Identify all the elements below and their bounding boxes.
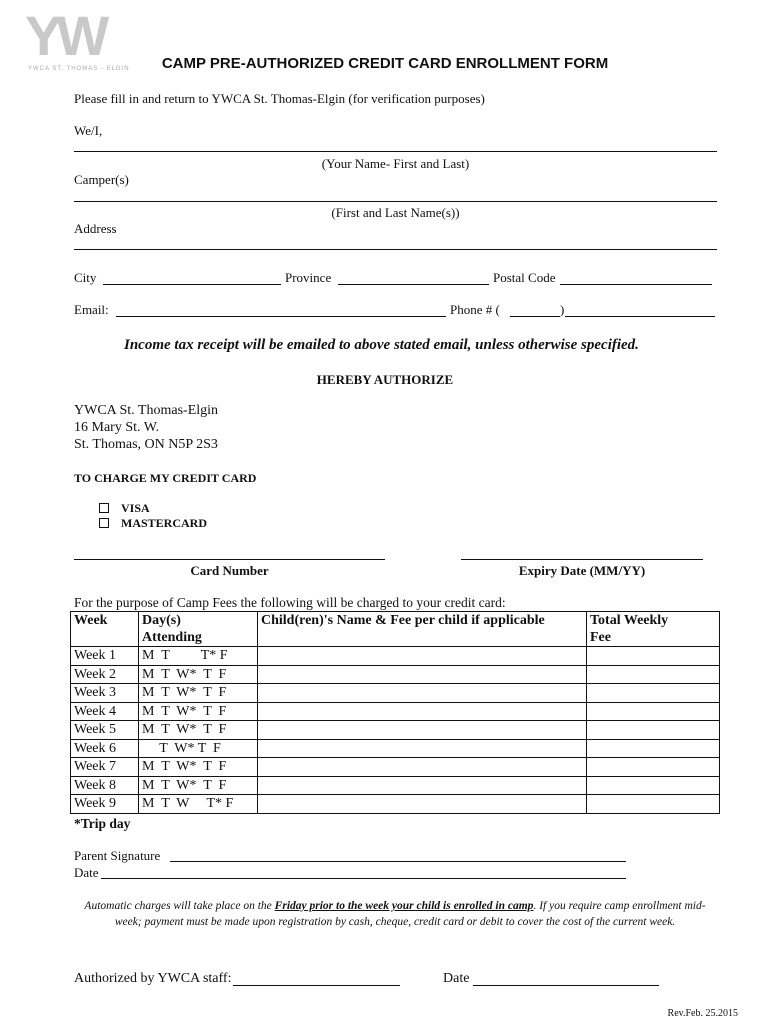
- week-label: Week 5: [71, 721, 139, 740]
- campers-caption: (First and Last Name(s)): [331, 205, 460, 220]
- header-total-line1: Total Weekly: [590, 613, 669, 628]
- week-label: Week 2: [71, 665, 139, 684]
- children-cell[interactable]: [258, 739, 587, 758]
- header-days: [139, 612, 258, 647]
- header-week: Week: [71, 612, 139, 647]
- table-header-row: [71, 612, 720, 647]
- footnote-emphasis: Friday prior to the week your child is enrolled in camp: [274, 900, 534, 912]
- camp-weeks-table: [70, 611, 720, 814]
- week-label: Week 4: [71, 702, 139, 721]
- children-cell[interactable]: [258, 758, 587, 777]
- postal-code-label: Postal Code: [493, 270, 556, 285]
- total-cell[interactable]: [587, 776, 720, 795]
- mastercard-label: MASTERCARD: [121, 516, 208, 530]
- week-label: Week 9: [71, 795, 139, 814]
- header-days-line1: Day(s): [142, 613, 181, 628]
- authorized-by-label: Authorized by YWCA staff:: [74, 971, 232, 986]
- intro-text: Please fill in and return to YWCA St. Thomas-Elgin (for verification purposes): [74, 91, 485, 106]
- address-line[interactable]: [74, 249, 717, 250]
- form-title: CAMP PRE-AUTHORIZED CREDIT CARD ENROLLMENT FORM: [161, 55, 609, 72]
- org-city: St. Thomas, ON N5P 2S3: [74, 437, 218, 452]
- campers-label: Camper(s): [74, 172, 129, 187]
- children-cell[interactable]: [258, 702, 587, 721]
- days-cell[interactable]: M T W* T F: [139, 721, 258, 740]
- postal-code-line[interactable]: [560, 284, 712, 285]
- total-cell[interactable]: [587, 702, 720, 721]
- days-cell[interactable]: M T W* T F: [139, 776, 258, 795]
- we-label: We/I,: [74, 123, 103, 138]
- days-cell[interactable]: M T W* T F: [139, 665, 258, 684]
- ywca-logo: YW: [25, 4, 104, 67]
- card-number-label: Card Number: [190, 563, 269, 578]
- week-label: Week 7: [71, 758, 139, 777]
- table-row: [71, 795, 720, 814]
- purpose-text: For the purpose of Camp Fees the following will be charged to your credit card:: [74, 595, 506, 610]
- tax-receipt-note: Income tax receipt will be emailed to above stated email, unless otherwise specified.: [124, 337, 639, 353]
- org-name: YWCA St. Thomas-Elgin: [74, 403, 219, 418]
- total-cell[interactable]: [587, 721, 720, 740]
- week-label: Week 6: [71, 739, 139, 758]
- expiry-label: Expiry Date (MM/YY): [518, 563, 646, 578]
- parent-signature-line[interactable]: [170, 861, 626, 862]
- address-label: Address: [74, 221, 117, 236]
- signature-date-label: Date: [74, 865, 99, 880]
- children-cell[interactable]: [258, 795, 587, 814]
- days-cell[interactable]: M T W* T F: [139, 702, 258, 721]
- email-line[interactable]: [116, 316, 446, 317]
- header-children: Child(ren)'s Name & Fee per child if applicable: [258, 612, 587, 647]
- logo-subtitle: YWCA ST. THOMAS - ELGIN: [28, 66, 130, 72]
- children-cell[interactable]: [258, 721, 587, 740]
- visa-checkbox[interactable]: [99, 503, 109, 513]
- phone-area-line[interactable]: [510, 316, 560, 317]
- visa-label: VISA: [121, 501, 150, 515]
- revision-date: Rev.Feb. 25.2015: [667, 1008, 738, 1019]
- week-label: Week 8: [71, 776, 139, 795]
- name-line[interactable]: [74, 151, 717, 152]
- header-total-line2: Fee: [590, 630, 611, 645]
- table-row: [71, 739, 720, 758]
- days-cell[interactable]: T W* T F: [139, 739, 258, 758]
- province-line[interactable]: [338, 284, 489, 285]
- children-cell[interactable]: [258, 684, 587, 703]
- table-row: [71, 776, 720, 795]
- header-days-line2: Attending: [142, 630, 202, 645]
- total-cell[interactable]: [587, 795, 720, 814]
- signature-date-line[interactable]: [101, 878, 626, 879]
- auto-charge-footnote: [75, 898, 715, 930]
- email-label: Email:: [74, 302, 109, 317]
- table-row: [71, 702, 720, 721]
- week-label: Week 3: [71, 684, 139, 703]
- footnote-pre: Automatic charges will take place on the: [84, 900, 275, 912]
- expiry-line[interactable]: [461, 559, 703, 560]
- table-row: [71, 665, 720, 684]
- card-number-line[interactable]: [74, 559, 385, 560]
- staff-date-line[interactable]: [473, 985, 659, 986]
- staff-date-label: Date: [443, 971, 470, 986]
- org-street: 16 Mary St. W.: [74, 420, 160, 435]
- total-cell[interactable]: [587, 758, 720, 777]
- week-label: Week 1: [71, 647, 139, 666]
- total-cell[interactable]: [587, 665, 720, 684]
- footnote-post: . If you require camp enrollment mid-week; payment must be made upon registration by cash, cheque, credit card or debit to cover the cost of the current week.: [114, 900, 706, 928]
- charge-card-label: TO CHARGE MY CREDIT CARD: [74, 471, 257, 485]
- header-total: [587, 612, 720, 647]
- total-cell[interactable]: [587, 647, 720, 666]
- phone-label: Phone # (: [450, 302, 500, 317]
- total-cell[interactable]: [587, 684, 720, 703]
- days-cell[interactable]: M T W* T F: [139, 684, 258, 703]
- table-row: [71, 684, 720, 703]
- mastercard-checkbox[interactable]: [99, 518, 109, 528]
- table-row: [71, 721, 720, 740]
- name-caption: (Your Name- First and Last): [321, 156, 470, 171]
- trip-day-note: *Trip day: [74, 816, 131, 831]
- authorized-by-line[interactable]: [233, 985, 400, 986]
- total-cell[interactable]: [587, 739, 720, 758]
- children-cell[interactable]: [258, 647, 587, 666]
- phone-close-paren: ): [560, 302, 565, 317]
- children-cell[interactable]: [258, 776, 587, 795]
- city-line[interactable]: [103, 284, 281, 285]
- hereby-authorize: HEREBY AUTHORIZE: [316, 372, 454, 387]
- children-cell[interactable]: [258, 665, 587, 684]
- city-label: City: [74, 270, 97, 285]
- phone-number-line[interactable]: [565, 316, 715, 317]
- days-cell[interactable]: M T W T* F: [139, 795, 258, 814]
- province-label: Province: [285, 270, 332, 285]
- days-cell[interactable]: M T W* T F: [139, 758, 258, 777]
- parent-signature-label: Parent Signature: [74, 848, 161, 863]
- days-cell[interactable]: M T T* F: [139, 647, 258, 666]
- table-row: [71, 758, 720, 777]
- campers-line[interactable]: [74, 201, 717, 202]
- table-row: [71, 647, 720, 666]
